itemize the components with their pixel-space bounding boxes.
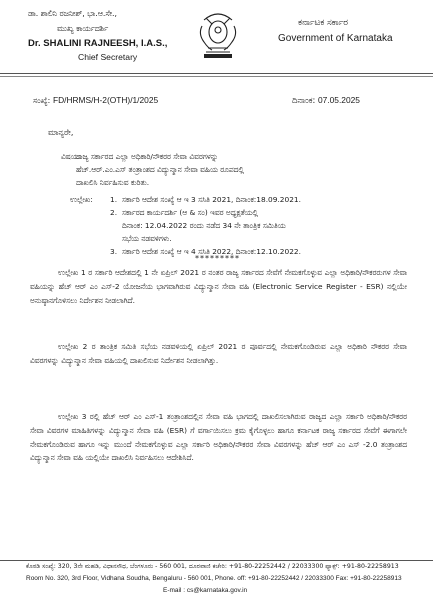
- reference-item: [110, 193, 410, 206]
- footer-address-kannada: ಕೊಠಡಿ ಸಂಖ್ಯೆ: 320, 3ನೇ ಮಹಡಿ, ವಿಧಾನಸೌಧ, ಬೆಂಗಳೂರು - 560 001, ದೂರವಾಣಿ ಕಚೇರಿ: +91-80-22252442 / 22033300 ಫ್ಯಾಕ್ಸ್: +91-80-22258913: [26, 563, 399, 570]
- header-divider-thin: [0, 76, 433, 77]
- footer-email: E-mail : cs@karnataka.gov.in: [163, 587, 248, 594]
- subject-line: ರಾಜ್ಯ ಸರ್ಕಾರದ ಎಲ್ಲಾ ಅಧಿಕಾರಿ/ನೌಕರರ ಸೇವಾ ವಿವರಗಳನ್ನು: [76, 152, 219, 161]
- header-government-kannada: ಕರ್ನಾಟಕ ಸರ್ಕಾರ: [298, 18, 348, 28]
- subject-block: [61, 150, 401, 189]
- reference-item: [110, 206, 410, 245]
- subject-label: ವಿಷಯ:: [61, 152, 82, 161]
- section-separator: *********: [195, 254, 240, 263]
- reference-item-number: 3.: [110, 247, 118, 256]
- letter-date: [292, 95, 360, 106]
- reference-item-line: ದಿನಾಂಕ: 12.04.2022 ರಂದು ನಡೆದ 34 ನೇ ತಾಂತ್ರಿಕ ಸಮಿತಿಯ: [122, 221, 286, 230]
- subject-line: ಹೆಚ್.ಆರ್.ಎಂ.ಎಸ್ ತಂತ್ರಾಂಶದ ವಿದ್ಯುನ್ಮಾನ ಸೇವಾ ವಹಿಯ ರೂಪದಲ್ಲಿ: [76, 165, 244, 174]
- footer-divider: [0, 560, 433, 561]
- body-paragraph-2: ಉಲ್ಲೇಖ 2 ರ ತಾಂತ್ರಿಕ ಸಮಿತಿ ಸಭೆಯ ನಡವಳಿಯಲ್ಲಿ ಏಪ್ರಿಲ್ 2021 ರ ಪೂರ್ವದಲ್ಲಿ ನೇಮಕಗೊಂಡಿರುವ ಎಲ್ಲಾ ಅಧಿಕಾರಿ ನೌಕರರ ಸೇವಾ ವಿವರಗಳನ್ನು ವಿದ್ಯುನ್ಮಾನ ಸೇವಾ ವಹಿಯಲ್ಲಿ ದಾಖಲಿಸುವ ನಿರ್ದೇಶನ ನೀಡಲಾಗಿತ್ತು.: [30, 342, 407, 365]
- date-label: ದಿನಾಂಕ:: [292, 95, 316, 105]
- reference-item-line: ಸರ್ಕಾರಿ ಆದೇಶ ಸಂಖ್ಯೆ ಆ ಇ 3 ಸಸಿತಿ 2021, ದಿನಾಂಕ:18.09.2021.: [122, 195, 301, 204]
- salutation: ಮಾನ್ಯರೇ,: [48, 128, 74, 137]
- date-value: 07.05.2025: [318, 95, 360, 105]
- footer-address-english: Room No. 320, 3rd Floor, Vidhana Soudha, Bengaluru - 560 001, Phone. off: +91-80-22252442 / 22033300 Fax: +91-80-22258913: [26, 575, 402, 582]
- karnataka-emblem-icon: [194, 8, 242, 62]
- subject-line: ದಾಖಲಿಸಿ ನಿರ್ವಹಿಸುವ ಕುರಿತು.: [76, 178, 150, 187]
- header-name-english: Dr. SHALINI RAJNEESH, I.A.S.,: [28, 38, 168, 49]
- reference-item-line: ಸಭೆಯ ನಡವಳಿಗಳು.: [122, 234, 172, 243]
- references-label: ಉಲ್ಲೇಖ:: [70, 195, 93, 204]
- reference-item-line: ಸರ್ಕಾರಿ ಆದೇಶ ಸಂಖ್ಯೆ ಆ ಇ 4 ಸಸಿತಿ 2022, ದಿನಾಂಕ:12.10.2022.: [122, 247, 301, 256]
- header-name-kannada: ಡಾ. ಶಾಲಿನಿ ರಜನೀಶ್, ಭಾ.ಆ.ಸೇ.,: [28, 9, 118, 18]
- reference-value: FD/HRMS/H-2(OTH)/1/2025: [52, 95, 159, 105]
- reference-number: [33, 95, 158, 106]
- header-title-english: Chief Secretary: [78, 52, 138, 62]
- header-title-kannada: ಮುಖ್ಯ ಕಾರ್ಯದರ್ಶಿ: [57, 24, 109, 33]
- reference-item-number: 2.: [110, 208, 118, 217]
- references-block: [70, 193, 410, 258]
- body-paragraph-1: ಉಲ್ಲೇಖ 1 ರ ಸರ್ಕಾರಿ ಆದೇಶದಲ್ಲಿ 1 ನೇ ಏಪ್ರಿಲ್ 2021 ರ ನಂತರ ರಾಜ್ಯ ಸರ್ಕಾರದ ಸೇವೆಗೆ ನೇಮಕಗೊಳ್ಳುವ ಎಲ್ಲಾ ಅಧಿಕಾರಿ/ನೌಕರರುಗಳ ಸೇವಾ ವಹಿಯನ್ನು ಹೆಚ್ ಆರ್ ಎಂ ಎಸ್-2 ಯೋಜನೆಯ ಭಾಗವಾಗಿರುವ ವಿದ್ಯುನ್ಮಾನ ಸೇವಾ ವಹಿ (Electronic Service Register - ESR) ನಲ್ಲಿಯೇ ಅನುಷ್ಠಾನಗೊಳಿಸಲು ನಿರ್ದೇಶನ ನೀಡಲಾಗಿದೆ.: [30, 268, 407, 305]
- references-list: [70, 193, 410, 258]
- reference-label: ಸಂಖ್ಯೆ:: [33, 96, 51, 105]
- reference-item-line: ಸರ್ಕಾರದ ಕಾರ್ಯದರ್ಶಿ (ಆ & ಸಂ) ಇವರ ಅಧ್ಯಕ್ಷತೆಯಲ್ಲಿ: [122, 208, 259, 217]
- reference-item: [110, 245, 410, 258]
- header-government-english: Government of Karnataka: [278, 33, 393, 44]
- header-divider: [0, 73, 433, 74]
- reference-item-number: 1.: [110, 195, 118, 204]
- body-paragraph-3: ಉಲ್ಲೇಖ 3 ರಲ್ಲಿ ಹೆಚ್ ಆರ್ ಎಂ ಎಸ್-1 ತಂತ್ರಾಂಶದಲ್ಲಿನ ಸೇವಾ ವಹಿ ಭಾಗದಲ್ಲಿ ದಾಖಲಿಸಲಾಗಿರುವ ರಾಜ್ಯದ ಎಲ್ಲಾ ಸರ್ಕಾರಿ ಅಧಿಕಾರಿ/ನೌಕರರ ಸೇವಾ ವಿವರಗಳ ಮಾಹಿತಿಗಳನ್ನು ವಿದ್ಯುನ್ಮಾನ ಸೇವಾ ವಹಿ (ESR) ಗೆ ವರ್ಗಾಯಿಸಲು ಕ್ರಮ ಕೈಗೊಳ್ಳಲು ಹಾಗೂ ಕರ್ನಾಟಕ ರಾಜ್ಯ ಸರ್ಕಾರದ ಸೇವೆಗೆ ಈಗಾಗಲೇ ನೇಮಕಗೊಂಡಿರುವ ಹಾಗೂ ಇನ್ನು ಮುಂದೆ ನೇಮಕಗೊಳ್ಳುವ ಎಲ್ಲಾ ಸರ್ಕಾರಿ ಅಧಿಕಾರಿ/ನೌಕರರ ಸೇವಾ ವಿವರಗಳನ್ನು ಹೆಚ್ ಆರ್ ಎಂ ಎಸ್ -2.0 ತಂತ್ರಾಂಶದ ವಿದ್ಯುನ್ಮಾನ ಸೇವಾ ವಹಿ ಯಲ್ಲಿಯೇ ದಾಖಲಿಸಿ ನಿರ್ವಹಿಸಲು ಆದೇಶಿಸಿದೆ.: [30, 412, 407, 463]
